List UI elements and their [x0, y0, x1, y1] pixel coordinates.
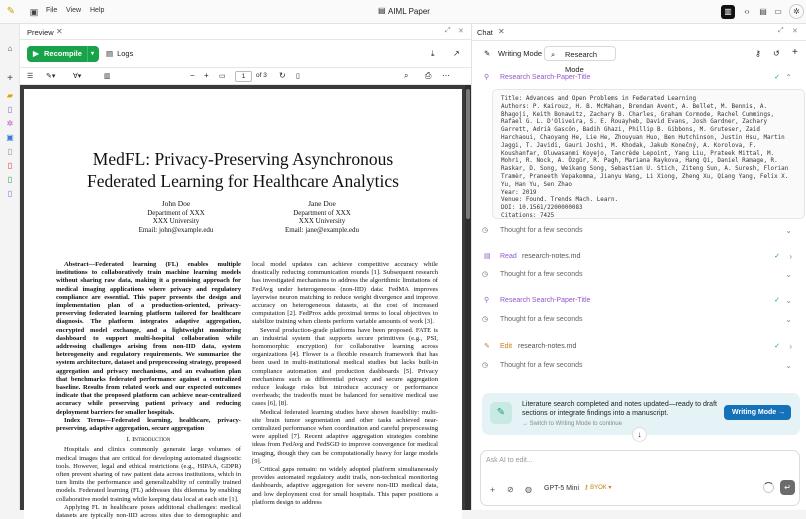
download-icon[interactable]: ⤓ [431, 49, 435, 58]
menu-file[interactable]: File [46, 7, 58, 14]
add-icon[interactable]: + [490, 485, 496, 495]
writing-mode-button[interactable]: ✎ Writing Mode [478, 46, 544, 61]
clock-icon: ◷ [482, 316, 489, 323]
add-icon[interactable]: + [7, 73, 13, 84]
banner-text: Literature search completed and notes updated—ready to draft sections or integrate findings into a manuscript. [522, 401, 717, 417]
pdf-file-icon[interactable]: ▯ [7, 161, 13, 170]
edit-icon: ✎ [484, 343, 490, 350]
close-panel-icon[interactable]: ✕ [458, 28, 464, 35]
edit-file-name: research-notes.md [518, 343, 577, 350]
search-icon: ⌕ [551, 50, 556, 59]
clock-icon: ◷ [482, 227, 489, 234]
byok-badge[interactable]: ⚷ BYOK ▾ [584, 485, 612, 491]
thought-item[interactable]: ◷ Thought for a few seconds ⌄ [482, 226, 792, 235]
chevron-down-icon[interactable]: ⌄ [785, 315, 792, 324]
completion-banner [482, 393, 800, 439]
paragraph: local model updates can achieve competitive accuracy while drastically reducing communication rounds [1]. Subsequent research has investigated mechanisms to address the algorithmic limitations of FedAvg under heterogeneous (non-IID) data: FedMA improves layerwise neuron matching to reduce weight divergence and improve accuracy on heterogeneous datasets, at the cost of increased computation [2]. FedProx adds proximal terms to local objectives to stabilize training when clients perform variable amounts of work [3]. [252, 261, 438, 326]
author-block: John Doe Department of XXX XXX University Email: john@example.edu [138, 199, 214, 234]
file-icon[interactable]: ▯ [7, 105, 13, 114]
pdf-toolbar [20, 67, 471, 85]
chevron-right-icon[interactable]: › [789, 252, 792, 261]
research-mode-button[interactable]: ⌕ Research Mode [544, 46, 616, 61]
thought-item[interactable]: ◷ Thought for a few seconds ⌄ [482, 315, 792, 324]
divider [472, 40, 806, 41]
paper-left-column [56, 261, 241, 519]
rotate-icon[interactable]: ↻ [279, 71, 286, 80]
open-external-icon[interactable]: ↗ [453, 49, 460, 58]
book-icon: ▤ [484, 253, 491, 260]
thought-item[interactable]: ◷ Thought for a few seconds ⌄ [482, 361, 792, 370]
expand-icon[interactable]: ⤢ [445, 27, 451, 34]
paragraph: Critical gaps remain: no widely adopted platform simultaneously provides automated regulatory audit trails, non-technical monitoring dashboards, adaptive aggregation for severe non-IID medical data, and low deployment cost for small hospitals. This paper positions a platform design to address [252, 466, 438, 506]
menu-help[interactable]: Help [90, 7, 105, 14]
preview-panel [20, 24, 471, 519]
document-title: AIML Paper [388, 7, 430, 16]
chevron-down-icon[interactable]: ⌄ [785, 270, 792, 279]
loading-spinner-icon [763, 482, 774, 493]
print-icon[interactable]: ⎙ [425, 71, 432, 80]
layout-toggle-icon[interactable]: ▥ [721, 5, 735, 19]
switch-writing-mode-button[interactable]: Writing Mode → [724, 405, 791, 420]
chevron-down-icon[interactable]: ⌄ [785, 226, 792, 235]
chevron-right-icon[interactable]: › [789, 342, 792, 351]
draw-icon[interactable]: ∀▾ [73, 73, 82, 80]
zoom-out-icon[interactable]: − [190, 71, 195, 80]
key-icon[interactable]: ⚷ [755, 49, 761, 58]
sidebar-toggle-icon[interactable]: ▣ [29, 7, 39, 17]
chat-input-box[interactable] [480, 450, 800, 506]
fit-page-icon[interactable]: ▭ [219, 73, 226, 80]
chat-input[interactable]: Ask AI to edit... [486, 457, 533, 464]
banner-subtext: → Switch to Writing Mode to continue [522, 421, 622, 427]
pdf-view-icon[interactable]: ▤ [759, 7, 767, 16]
zoom-in-icon[interactable]: + [204, 71, 209, 80]
pdf-viewer[interactable] [20, 85, 471, 519]
close-icon[interactable]: ✕ [56, 27, 63, 36]
paragraph: Medical federated learning studies have shown feasibility: multi-site brain tumor segmentation and other tasks achieved near-centralized performance when coordination and careful preprocessing were applied [7]. Recent adaptive aggregation strategies combine ideas from FedAvg and FedSGD to improve convergence for medical imaging, though they can be computationally heavy for large models [9]. [252, 408, 438, 465]
image-file-icon[interactable]: ▣ [6, 133, 14, 142]
globe-icon[interactable]: ◍ [525, 485, 532, 494]
close-panel-icon[interactable]: ✕ [792, 28, 798, 35]
pdf-page [24, 89, 462, 519]
page-total: of 3 [256, 72, 267, 79]
paragraph: Applying FL in healthcare poses additional challenges: medical datasets are typically non-IID across sites due to demographic and [56, 503, 241, 519]
recompile-icon: ▶ [33, 49, 39, 58]
logs-button[interactable]: ▤ Logs [106, 49, 134, 58]
chat-view-icon[interactable]: ▭ [774, 7, 782, 16]
tool-call-research[interactable]: ⚲ Research Search-Paper-Title ✓ ⌃ [484, 73, 792, 82]
tool-call-edit[interactable]: ✎ Edit research-notes.md ✓ › [484, 342, 792, 351]
tool-call-read[interactable]: ▤ Read research-notes.md ✓ › [484, 252, 792, 261]
home-icon[interactable]: ⌂ [7, 44, 13, 53]
chevron-down-icon[interactable]: ⌄ [785, 296, 792, 305]
chat-tab[interactable]: Chat [477, 28, 493, 37]
settings-icon[interactable]: ✲ [789, 4, 804, 19]
highlight-icon[interactable]: ✎▾ [46, 73, 56, 80]
preview-tab[interactable]: Preview [27, 28, 54, 37]
abstract: Abstract—Federated learning (FL) enables multiple institutions to collaboratively train machine learning models without sharing raw data, making it a promising approach for medical imaging applications where privacy and regulatory compliance are essential. This paper presents the design and implementation plan of a production-oriented, privacy-preserving federated learning platform tailored for healthcare diagnosis. The platform integrates adaptive aggregation, encrypted model exchange, and a lightweight monitoring dashboard to support multi-hospital collaboration while addressing challenges arising from non-IID data, system heterogeneity and regulatory requirements. We summarize the system architecture, dataset and preprocessing strategy, proposed aggregation and privacy mechanisms, and an evaluation plan that benchmarks federated performance against a centralized baseline. Results from related work and our expected outcomes indicate that the proposed platform can achieve near-centralized accuracy while preserving patient privacy and reducing deployment barriers for smaller hospitals. [56, 261, 241, 416]
paragraph: Several production-grade platforms have been proposed. FATE is an industrial system that supports secure primitives (e.g., PSI, homomorphic encryption) for collaborative learning across organizations [4]. Flower is a flexible research framework that has been used in multi-institutional medical studies but lacks built-in compliance automation and production dashboards [5]. Privacy mechanisms such as differential privacy and secure aggregation reduce leakage risks but introduce accuracy or performance overheads; the tradeoffs must be balanced for sensitive medical use cases [6], [8]. [252, 326, 438, 408]
app-logo-icon: ✎ [6, 6, 16, 17]
scrollbar-thumb[interactable] [466, 89, 470, 219]
check-icon: ✓ [774, 74, 780, 81]
preview-tab-row [20, 24, 471, 40]
sidebar-view-icon[interactable]: ▥ [104, 73, 111, 80]
model-selector[interactable]: GPT-5 Mini [544, 485, 580, 492]
paragraph: Hospitals and clinics commonly generate large volumes of medical images that are critical for developing automated diagnostic tools. However, legal and ethical restrictions (e.g., HIPAA, GDPR) often prevent sharing of raw patient data across institutions, which in turn limits the performance and generalizability of centrally trained models. Federated learning (FL) addresses this dilemma by enabling collaborative model training while keeping data local at each site [1]. [56, 446, 241, 503]
check-icon: ✓ [774, 253, 780, 260]
read-file-name: research-notes.md [522, 253, 581, 260]
check-icon: ✓ [774, 343, 780, 350]
code-view-icon[interactable]: ‹› [744, 7, 750, 16]
clock-icon: ◷ [482, 362, 489, 369]
author-block: Jane Doe Department of XXX XXX University Email: jane@example.edu [284, 199, 360, 234]
pen-icon: ✎ [490, 402, 512, 424]
gear-icon[interactable]: ✲ [6, 119, 14, 128]
markdown-file-icon[interactable]: ▯ [7, 189, 13, 198]
mention-icon[interactable]: ⊘ [507, 485, 514, 494]
left-rail [0, 24, 20, 510]
research-icon: ⚲ [484, 74, 490, 81]
title-bar [0, 0, 806, 24]
paper-title-line-2: Federated Learning for Healthcare Analytics [87, 171, 399, 191]
research-icon: ⚲ [484, 297, 490, 304]
close-icon[interactable]: ✕ [498, 27, 505, 36]
chevron-down-icon[interactable]: ⌄ [785, 361, 792, 370]
history-icon[interactable]: ↺ [773, 49, 780, 58]
paper-right-column [252, 261, 438, 507]
outline-icon[interactable]: ☰ [27, 73, 34, 80]
check-icon: ✓ [774, 297, 780, 304]
clock-icon: ◷ [482, 271, 489, 278]
thought-item[interactable]: ◷ Thought for a few seconds ⌄ [482, 270, 792, 279]
expand-icon[interactable]: ⤢ [778, 27, 784, 34]
chat-panel [471, 24, 806, 510]
recompile-button[interactable]: ▶ Recompile ▾ [27, 46, 99, 62]
folder-icon[interactable]: ▰ [6, 91, 14, 100]
chevron-up-icon[interactable]: ⌃ [785, 73, 792, 82]
menu-view[interactable]: View [66, 7, 82, 14]
scroll-down-button[interactable]: ↓ [632, 427, 647, 442]
new-chat-icon[interactable]: + [792, 47, 798, 58]
document-icon: ▤ [378, 6, 386, 15]
pen-icon: ✎ [484, 49, 491, 58]
chevron-down-icon[interactable]: ▾ [87, 46, 94, 62]
tool-call-research[interactable]: ⚲ Research Search-Paper-Title ✓ ⌄ [484, 296, 792, 305]
section-heading: I. Introduction [126, 436, 171, 444]
index-terms: Index Terms—Federated learning, healthcare, privacy-preserving, adaptive aggregation, secure aggregation [56, 416, 241, 433]
spreadsheet-file-icon[interactable]: ▯ [7, 175, 13, 184]
more-icon[interactable]: ⋯ [442, 71, 450, 80]
logs-icon: ▤ [106, 49, 114, 58]
page-number-input[interactable]: 1 [235, 71, 252, 82]
send-button[interactable]: ↵ [780, 480, 795, 495]
reference-result: Title: Advances and Open Problems in Federated Learning Authors: P. Kairouz, H. B. McMahan, Brendan Avent, A. Bellet, M. Bennis, A. Bhagoji, Keith Bonawitz, Zachary B. Charles, Graham Cormode, Rachel Cummings, Rafael G. L. D'Oliveira, S. E. Rouayheb, David Evans, Josh Gardner, Zachary Garrett, Adrià Gascón, Badih Ghazi, Phillip B. Gibbons, M. Gruteser, Zaid Harchaoui, Chaoyang He, Lie He, Zhouyuan Huo, Ben Hutchinson, Justin Hsu, Martin Jaggi, T. Javidi, Gauri Joshi, M. Khodak, Jakub Konečný, A. Korolova, F. Koushanfar, Oluwasanmi Koyejo, Tancrède Lepoint, Yang Liu, Prateek Mittal, M. Mohri, R. Nock, A. Özgür, R. Pagh, Mariana Raykova, Hang Qi, Daniel Ramage, R. Raskar, D. Song, Weikang Song, Sebastian U. Stich, Ziteng Sun, A. Suresh, Florian Tramèr, Praneeth Vepakomma, Jianyu Wang, Li Xiong, Zheng Xu, Qiang Yang, Felix X. Yu, Han Yu, Sen Zhao Year: 2019 Venue: Found. Trends Mach. Learn. DOI: 10.1561/2200000083 Citations: 7425 [492, 89, 805, 219]
scroll-mode-icon[interactable]: ▯ [296, 73, 300, 80]
search-icon[interactable]: ⌕ [404, 71, 409, 80]
text-file-icon[interactable]: ▯ [7, 147, 13, 156]
paper-title-line-1: MedFL: Privacy-Preserving Asynchronous [92, 149, 394, 169]
